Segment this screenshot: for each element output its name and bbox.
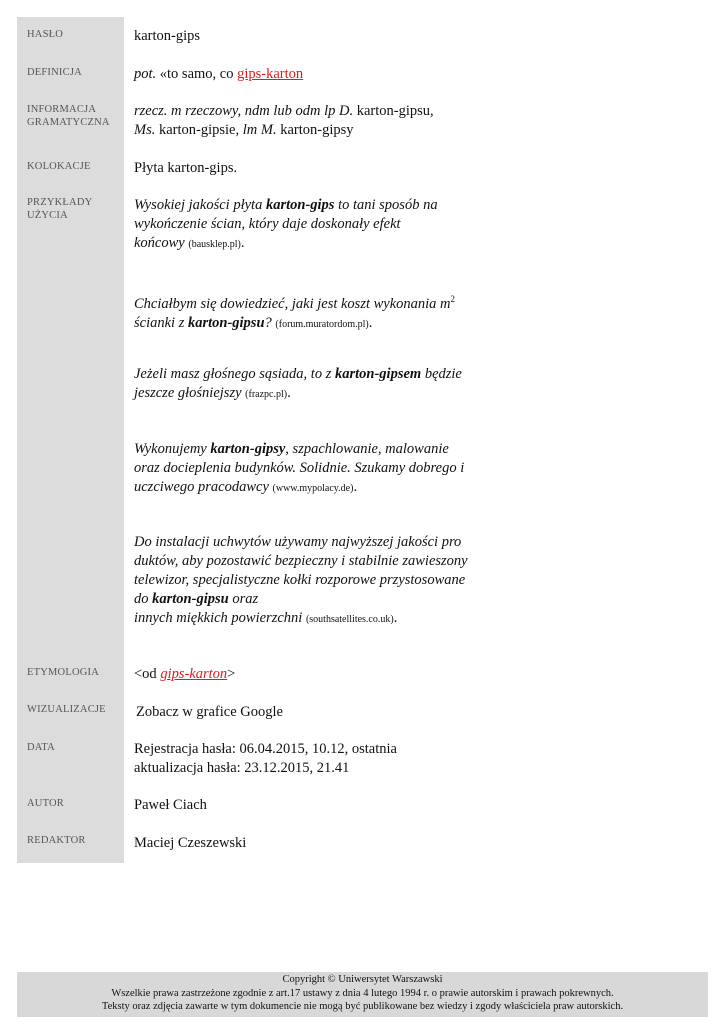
footer-notice: Teksty oraz zdjęcia zawarte w tym dokumencie nie mogą być publikowane bez wiedzy i zgody właściciela praw autorskich. — [101, 1001, 624, 1012]
label-column — [17, 17, 124, 863]
grammar-line1 — [134, 102, 474, 121]
example-text: ? — [264, 314, 272, 331]
editor: Maciej Czeszewski — [134, 835, 247, 851]
label-autor: AUTOR — [27, 798, 64, 809]
example-keyword: karton-gipsy — [210, 441, 286, 457]
grammar-form-3: karton-gipsy — [276, 122, 354, 138]
grammar-form-2: karton-gipsie, — [155, 122, 243, 138]
example-1 — [134, 196, 474, 254]
label-haslo: HASŁO — [27, 29, 64, 40]
grammar-qualifier-1: rzecz. m rzeczowy, ndm lub odm lp D. — [134, 103, 354, 119]
author: Paweł Ciach — [134, 797, 207, 813]
copyright-footer — [17, 972, 708, 1017]
example-text: wykończenie ścian, który daje doskonały efekt — [134, 216, 401, 232]
example-text: innych miękkich powierzchni — [134, 610, 303, 626]
collocation: Płyta karton-gips. — [134, 160, 238, 176]
label-informacja-gramatyczna — [27, 103, 122, 129]
example-end: . — [287, 385, 291, 401]
example-text: , szpachlowanie, malowanie — [285, 441, 449, 457]
example-2 — [134, 290, 474, 334]
example-text: Wykonujemy — [134, 441, 211, 457]
grammar-qualifier-3: lm M. — [242, 122, 277, 138]
example-text: będzie — [421, 366, 462, 382]
google-images-link[interactable]: Zobacz w grafice Google — [136, 704, 283, 720]
example-text: Do instalacji uchwytów używamy najwyższej jakości pro — [134, 534, 462, 550]
date-registration: Rejestracja hasła: 06.04.2015, 10.12, ostatnia — [134, 741, 397, 757]
example-source: (frazpc.pl) — [245, 389, 288, 400]
example-text: końcowy — [134, 235, 185, 251]
example-source: (bausklep.pl) — [188, 239, 241, 250]
example-superscript: 2 — [450, 294, 456, 304]
footer-rights: Wszelkie prawa zastrzeżone zgodnie z art.17 ustawy z dnia 4 lutego 1994 r. o prawie autorskim i prawach pokrewnych. — [111, 987, 614, 999]
example-text: Chciałbym się dowiedzieć, jaki jest koszt wykonania m — [134, 295, 451, 312]
headword: karton-gips — [134, 28, 201, 44]
example-source: (www.mypolacy.de) — [272, 483, 354, 494]
example-3 — [134, 365, 474, 404]
example-text: do — [134, 591, 153, 607]
example-text: to tani sposób na — [334, 197, 438, 213]
example-end: . — [353, 479, 358, 495]
example-source: (southsatellites.co.uk) — [305, 614, 394, 625]
grammar-form-1: karton-gipsu, — [353, 103, 434, 119]
etymology-link[interactable]: gips-karton — [160, 666, 228, 682]
label-przyklady-line2: UŻYCIA — [27, 210, 68, 221]
label-data: DATA — [27, 742, 55, 753]
date-update: aktualizacja hasła: 23.12.2015, 21.41 — [134, 760, 350, 776]
label-informacja-line2: GRAMATYCZNA — [27, 117, 110, 128]
example-text: ścianki z — [134, 314, 188, 331]
footer-copyright: Copyright © Uniwersytet Warszawski — [282, 974, 443, 985]
etymology — [134, 665, 474, 684]
example-text: Wysokiej jakości płyta — [134, 197, 266, 213]
label-etymologia: ETYMOLOGIA — [27, 667, 99, 678]
example-keyword: karton-gipsem — [334, 366, 422, 382]
label-informacja-line1: INFORMACJA — [27, 104, 97, 115]
grammar-info — [134, 102, 474, 140]
example-keyword: karton-gipsu — [187, 314, 265, 331]
grammar-qualifier-2: Ms. — [134, 122, 156, 138]
example-text: oraz — [228, 591, 259, 607]
example-end: . — [368, 314, 373, 331]
dates — [134, 740, 474, 778]
definition — [134, 65, 474, 84]
example-source: (forum.muratordom.pl) — [275, 318, 369, 330]
etymology-suffix: > — [227, 666, 236, 682]
definition-qualifier: pot. — [134, 66, 157, 82]
label-przyklady-uzycia — [27, 196, 122, 222]
example-text: jeszcze głośniejszy — [134, 385, 242, 401]
example-text: uczciwego pracodawcy — [134, 479, 269, 495]
example-keyword: karton-gips — [265, 197, 335, 213]
example-end: . — [240, 235, 245, 251]
grammar-line2 — [134, 121, 474, 140]
label-redaktor: REDAKTOR — [27, 835, 86, 846]
definition-link[interactable]: gips-karton — [237, 66, 304, 82]
label-przyklady-line1: PRZYKŁADY — [27, 197, 93, 208]
example-end: . — [393, 610, 398, 626]
example-4 — [134, 440, 474, 498]
label-kolokacje: KOLOKACJE — [27, 161, 91, 172]
example-text: oraz docieplenia budynków. Solidnie. Szukamy dobrego i — [134, 460, 465, 476]
label-definicja: DEFINICJA — [27, 67, 82, 78]
label-wizualizacje: WIZUALIZACJE — [27, 704, 106, 715]
definition-text: «to samo, co — [156, 66, 238, 82]
example-text: duktów, aby pozostawić bezpieczny i stabilnie zawieszony — [134, 553, 468, 569]
example-5 — [134, 533, 474, 629]
example-keyword: karton-gipsu — [152, 591, 229, 607]
example-text: telewizor, specjalistyczne kołki rozporowe przystosowane — [134, 572, 466, 588]
etymology-prefix: <od — [134, 666, 161, 682]
example-text: Jeżeli masz głośnego sąsiada, to z — [134, 366, 335, 382]
